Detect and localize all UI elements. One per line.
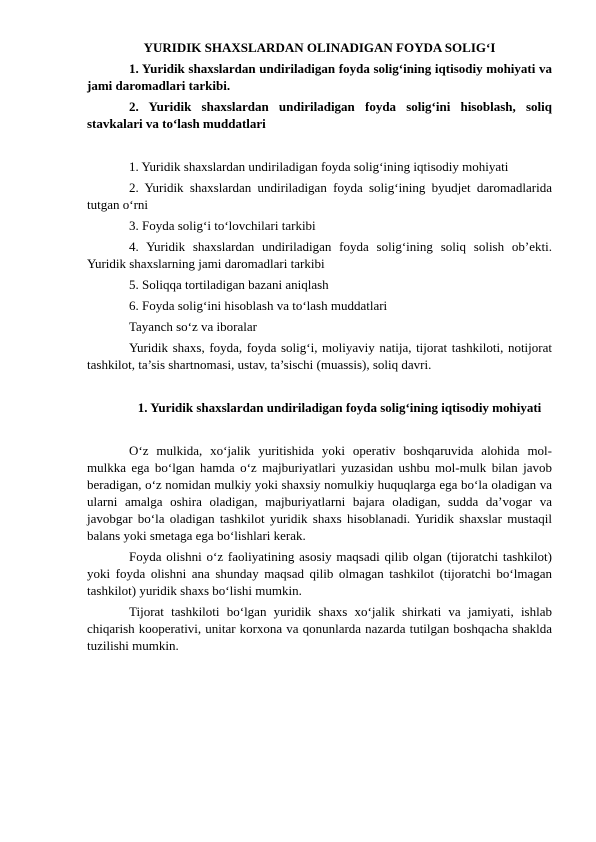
body-paragraph: O‘z mulkida, xo‘jalik yuritishida yoki operativ boshqaruvida alohida mol-mulkka ega bo‘lgan hamda o‘z majburiyatlari yuzasidan ushbu mol-mulk bilan javob beradigan, o‘z nomidan mulkiy yoki shaxsiy nomulkiy huquqlarga ega bo‘la oladigan va ularni amalga oshira oladigan, majburiyatlarni bajara oladigan, sudda da’vogar va javobgar bo‘la oladigan tashkilot yuridik shaxs hisoblanadi. Yuridik shaxslar mustaqil balans yoki smetaga ega bo‘lishlari kerak. — [87, 443, 552, 543]
outline-item: 1. Yuridik shaxslardan undiriladigan foyda solig‘ining iqtisodiy mohiyati va jami daromadlari tarkibi. — [87, 61, 552, 93]
document-page — [87, 39, 552, 658]
plan-item: 3. Foyda solig‘i to‘lovchilari tarkibi — [129, 218, 316, 233]
spacer — [87, 377, 552, 399]
plan-item: 2. Yuridik shaxslardan undiriladigan foyda solig‘ining byudjet daromadlarida tutgan o‘rni — [87, 180, 552, 212]
document-title: YURIDIK SHAXSLARDAN OLINADIGAN FOYDA SOLIG‘I — [143, 40, 496, 55]
spacer — [87, 416, 552, 442]
body-paragraph: Tijorat tashkiloti bo‘lgan yuridik shaxs xo‘jalik shirkati va jamiyati, ishlab chiqarish kooperativi, unitar korxona va qonunlarda nazarda tutilgan boshqacha shaklda tuzilishi mumkin. — [87, 604, 552, 653]
plan-item: 5. Soliqqa tortiladigan bazani aniqlash — [129, 277, 329, 292]
plan-item: 1. Yuridik shaxslardan undiriladigan foyda solig‘ining iqtisodiy mohiyati — [129, 159, 509, 174]
spacer — [87, 136, 552, 158]
body-paragraph: Foyda olishni o‘z faoliyatining asosiy maqsadi qilib olgan (tijoratchi tashkilot) yoki foyda olishni ana shunday maqsad qilib olmagan tashkilot (tijoratchi bo‘lmagan tashkilot) yuridik shaxs bo‘lishi mumkin. — [87, 549, 552, 598]
outline-item: 2. Yuridik shaxslardan undiriladigan foyda solig‘ini hisoblash, soliq stavkalari va to‘lash muddatlari — [87, 99, 552, 131]
keywords-text: Yuridik shaxs, foyda, foyda solig‘i, moliyaviy natija, tijorat tashkiloti, notijorat tashkilot, ta’sis shartnomasi, ustav, ta’sischi (muassis), soliq davri. — [87, 340, 552, 372]
plan-item: 6. Foyda solig‘ini hisoblash va to‘lash muddatlari — [129, 298, 388, 313]
keywords-heading: Tayanch so‘z va iboralar — [129, 319, 257, 334]
section-heading: 1. Yuridik shaxslardan undiriladigan foyda solig‘ining iqtisodiy mohiyati — [137, 400, 542, 415]
plan-item: 4. Yuridik shaxslardan undiriladigan foyda solig‘ining soliq solish ob’ekti. Yuridik shaxslarning jami daromadlari tarkibi — [87, 239, 552, 271]
